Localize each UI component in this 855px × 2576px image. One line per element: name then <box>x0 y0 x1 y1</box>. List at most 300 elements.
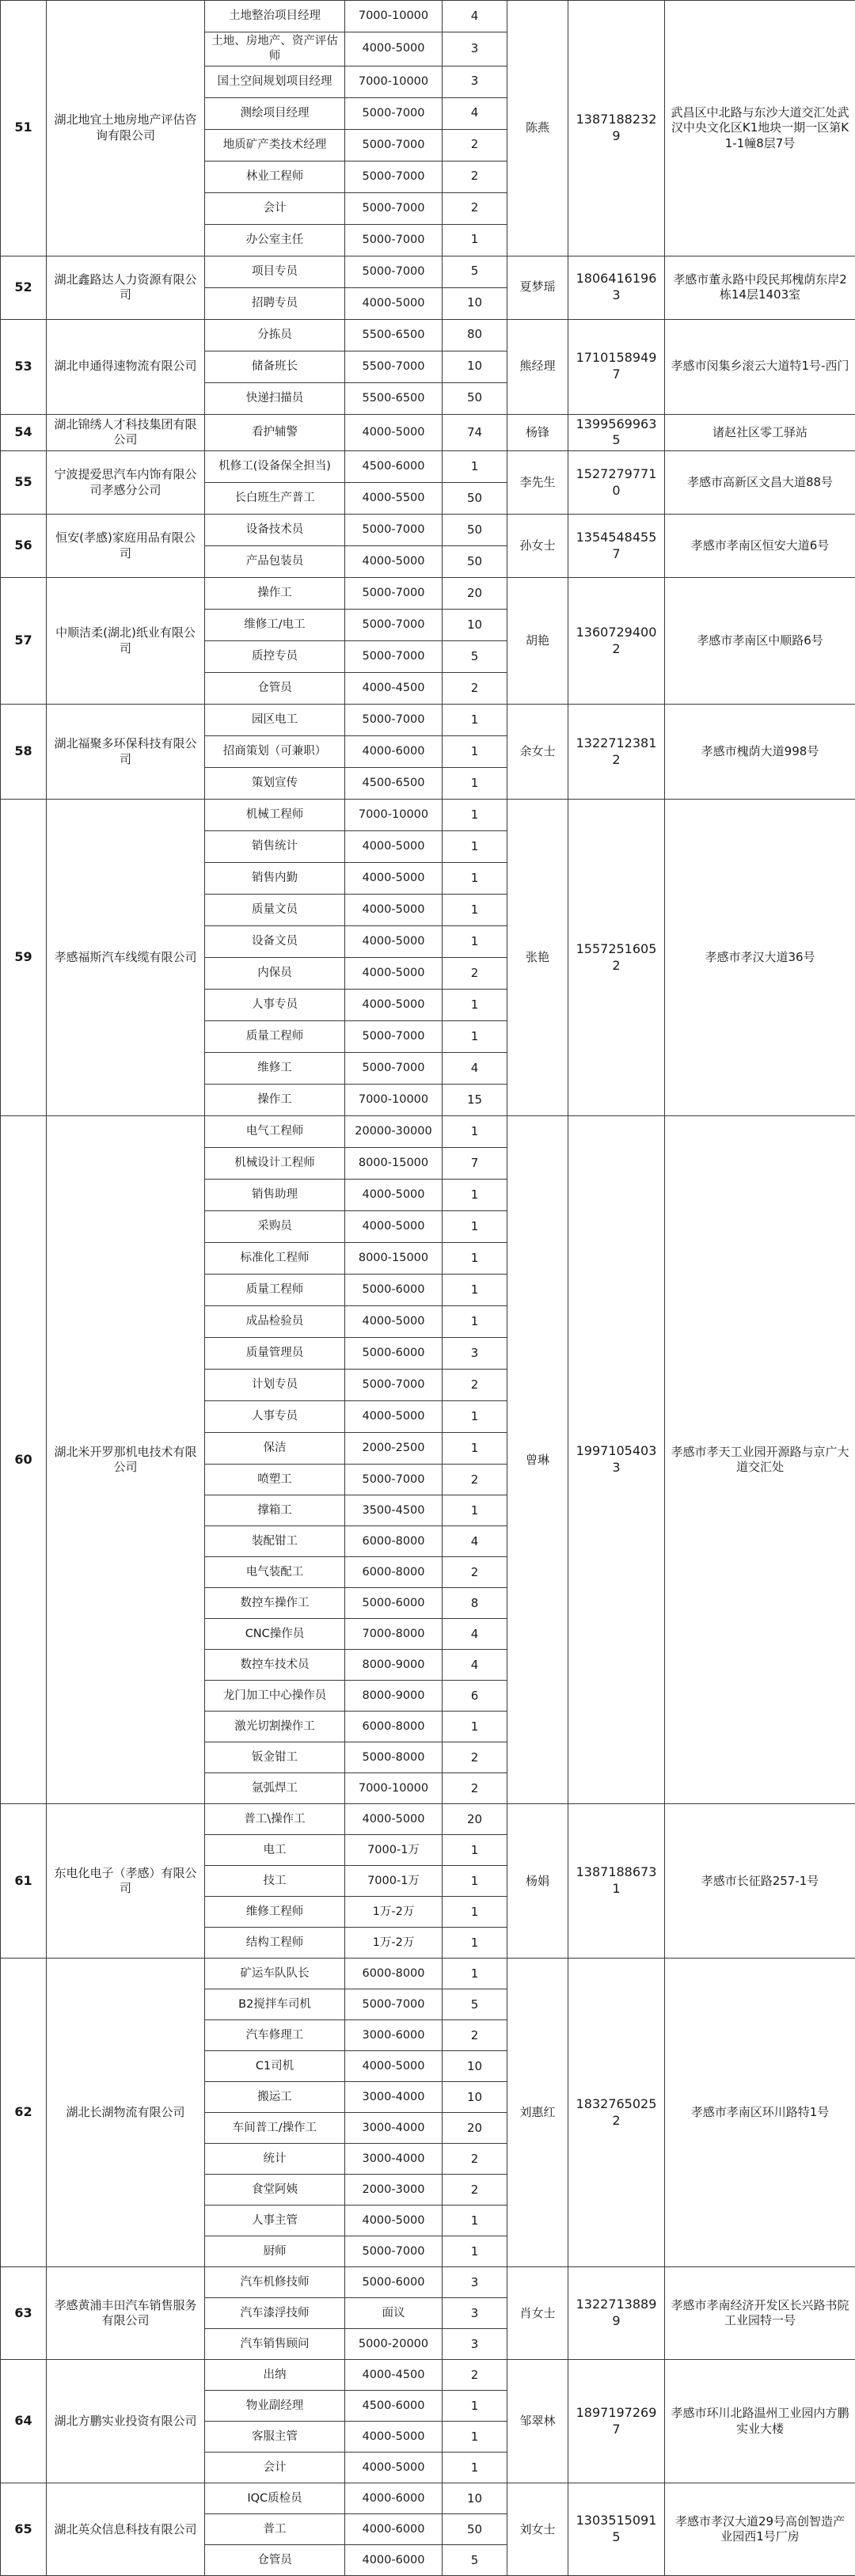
job-title: 搬运工 <box>205 2082 345 2113</box>
job-title: 人事专员 <box>205 1401 345 1433</box>
job-salary: 4500-6000 <box>345 2391 443 2422</box>
job-headcount: 1 <box>443 1401 507 1433</box>
table-row <box>1 1959 855 1989</box>
company-address: 诸赵社区零工驿站 <box>665 414 855 451</box>
job-headcount: 2 <box>443 1557 507 1588</box>
table-row <box>1 414 855 451</box>
table-row <box>1 1116 855 1148</box>
company-name: 孝感黄浦丰田汽车销售服务有限公司 <box>47 2267 205 2360</box>
job-headcount: 10 <box>443 2051 507 2082</box>
job-title: 招聘专员 <box>205 287 345 319</box>
job-salary: 5000-20000 <box>345 2329 443 2360</box>
job-headcount: 2 <box>443 161 507 192</box>
job-salary: 5500-6500 <box>345 382 443 414</box>
company-address: 孝感市环川北路温州工业园内方鹏实业大楼 <box>665 2360 855 2483</box>
job-headcount: 8 <box>443 1588 507 1619</box>
job-salary: 5000-7000 <box>345 1370 443 1401</box>
job-headcount: 10 <box>443 2483 507 2514</box>
job-title: C1司机 <box>205 2051 345 2082</box>
job-headcount: 50 <box>443 2514 507 2545</box>
job-salary: 4000-6000 <box>345 2545 443 2576</box>
contact-phone: 13227123812 <box>568 705 665 800</box>
job-salary: 7000-10000 <box>345 66 443 97</box>
job-headcount: 1 <box>443 895 507 926</box>
company-number: 59 <box>1 800 47 1116</box>
job-headcount: 74 <box>443 414 507 451</box>
job-salary: 5000-6000 <box>345 2267 443 2298</box>
company-address: 孝感市长征路257-1号 <box>665 1804 855 1959</box>
job-salary: 7000-10000 <box>345 1085 443 1116</box>
job-headcount: 1 <box>443 1495 507 1526</box>
job-headcount: 2 <box>443 1773 507 1804</box>
job-headcount: 2 <box>443 2020 507 2051</box>
job-salary: 4000-5000 <box>345 1180 443 1211</box>
job-salary: 7000-1万 <box>345 1835 443 1866</box>
job-salary: 4000-5000 <box>345 2453 443 2483</box>
job-salary: 4000-4500 <box>345 673 443 705</box>
job-salary: 5000-6000 <box>345 1275 443 1306</box>
job-headcount: 1 <box>443 1116 507 1148</box>
contact-phone: 13227138899 <box>568 2267 665 2360</box>
company-address: 孝感市孝天工业园开源路与京广大道交汇处 <box>665 1116 855 1804</box>
job-title: 看护辅警 <box>205 414 345 451</box>
job-headcount: 1 <box>443 1021 507 1053</box>
job-title: 策划宣传 <box>205 768 345 800</box>
job-salary: 4500-6500 <box>345 768 443 800</box>
job-salary: 8000-15000 <box>345 1243 443 1275</box>
job-salary: 8000-9000 <box>345 1650 443 1681</box>
job-salary: 1万-2万 <box>345 1928 443 1959</box>
job-title: 采购员 <box>205 1211 345 1243</box>
job-title: 会计 <box>205 2453 345 2483</box>
job-headcount: 1 <box>443 926 507 958</box>
job-title: 产品包装员 <box>205 546 345 578</box>
job-headcount: 1 <box>443 1275 507 1306</box>
job-headcount: 1 <box>443 705 507 736</box>
company-address: 孝感市闵集乡滚云大道特1号-西门 <box>665 319 855 414</box>
job-title: 保洁 <box>205 1433 345 1465</box>
job-headcount: 1 <box>443 2453 507 2483</box>
job-title: 质量文员 <box>205 895 345 926</box>
job-salary: 4000-6000 <box>345 736 443 768</box>
job-headcount: 1 <box>443 2391 507 2422</box>
job-headcount: 10 <box>443 351 507 382</box>
job-headcount: 1 <box>443 2422 507 2453</box>
company-number: 64 <box>1 2360 47 2483</box>
company-number: 61 <box>1 1804 47 1959</box>
job-salary: 4000-5000 <box>345 2422 443 2453</box>
company-name: 湖北锦绣人才科技集团有限公司 <box>47 414 205 451</box>
job-title: 钣金钳工 <box>205 1742 345 1773</box>
job-salary: 6000-8000 <box>345 1526 443 1557</box>
job-salary: 4000-5000 <box>345 2206 443 2236</box>
job-headcount: 1 <box>443 1180 507 1211</box>
job-title: 质量工程师 <box>205 1275 345 1306</box>
job-headcount: 50 <box>443 382 507 414</box>
job-title: 销售助理 <box>205 1180 345 1211</box>
job-headcount: 1 <box>443 1306 507 1338</box>
job-salary: 5500-7000 <box>345 351 443 382</box>
company-name: 湖北英众信息科技有限公司 <box>47 2483 205 2576</box>
company-name: 湖北米开罗那机电技术有限公司 <box>47 1116 205 1804</box>
company-name: 湖北申通得速物流有限公司 <box>47 319 205 414</box>
company-address: 孝感市孝南经济开发区长兴路书院工业园特一号 <box>665 2267 855 2360</box>
job-headcount: 1 <box>443 2236 507 2267</box>
job-title: 标准化工程师 <box>205 1243 345 1275</box>
job-headcount: 3 <box>443 2329 507 2360</box>
job-title: 撑箱工 <box>205 1495 345 1526</box>
contact-phone: 18971972697 <box>568 2360 665 2483</box>
job-title: 质量管理员 <box>205 1338 345 1370</box>
job-salary: 5000-8000 <box>345 1742 443 1773</box>
job-salary: 4000-5000 <box>345 1306 443 1338</box>
job-title: 汽车漆浮技师 <box>205 2298 345 2329</box>
company-name: 湖北方鹏实业投资有限公司 <box>47 2360 205 2483</box>
job-headcount: 3 <box>443 66 507 97</box>
job-title: 机械设计工程师 <box>205 1148 345 1180</box>
job-title: 操作工 <box>205 578 345 610</box>
job-headcount: 1 <box>443 1712 507 1742</box>
job-salary: 4500-6000 <box>345 451 443 483</box>
table-row <box>1 319 855 351</box>
contact-person: 曾琳 <box>507 1116 568 1804</box>
company-number: 65 <box>1 2483 47 2576</box>
job-headcount: 50 <box>443 515 507 546</box>
job-headcount: 20 <box>443 578 507 610</box>
job-title: 维修工程师 <box>205 1897 345 1928</box>
company-number: 53 <box>1 319 47 414</box>
job-headcount: 2 <box>443 192 507 224</box>
job-salary: 1万-2万 <box>345 1897 443 1928</box>
job-salary: 4000-5000 <box>345 2051 443 2082</box>
job-salary: 4000-5000 <box>345 546 443 578</box>
table-row <box>1 256 855 287</box>
job-title: 人事专员 <box>205 990 345 1021</box>
company-name: 湖北地宜土地房地产评估咨询有限公司 <box>47 1 205 256</box>
job-title: 设备技术员 <box>205 515 345 546</box>
job-title: 车间普工/操作工 <box>205 2113 345 2144</box>
company-address: 孝感市孝汉大道29号高创智造产业园西1号厂房 <box>665 2483 855 2576</box>
job-headcount: 3 <box>443 2298 507 2329</box>
job-title: 仓管员 <box>205 2545 345 2576</box>
job-headcount: 2 <box>443 958 507 990</box>
job-headcount: 2 <box>443 2144 507 2175</box>
company-name: 湖北鑫路达人力资源有限公司 <box>47 256 205 319</box>
table-row <box>1 2267 855 2298</box>
job-title: B2搅拌车司机 <box>205 1989 345 2020</box>
job-headcount: 4 <box>443 1650 507 1681</box>
job-salary: 4000-5000 <box>345 990 443 1021</box>
contact-person: 李先生 <box>507 451 568 515</box>
table-row <box>1 705 855 736</box>
job-title: 招商策划（可兼职） <box>205 736 345 768</box>
job-headcount: 1 <box>443 1959 507 1989</box>
job-title: 汽车机修技师 <box>205 2267 345 2298</box>
company-address: 孝感市孝南区恒安大道6号 <box>665 515 855 578</box>
job-title: 项目专员 <box>205 256 345 287</box>
job-salary: 5000-7000 <box>345 578 443 610</box>
table-row <box>1 515 855 546</box>
job-title: 统计 <box>205 2144 345 2175</box>
table-row <box>1 2483 855 2514</box>
job-headcount: 20 <box>443 1804 507 1835</box>
job-salary: 7000-8000 <box>345 1619 443 1650</box>
contact-person: 余女士 <box>507 705 568 800</box>
job-salary: 4000-6000 <box>345 2483 443 2514</box>
contact-phone: 13871882329 <box>568 1 665 256</box>
job-salary: 5000-6000 <box>345 1588 443 1619</box>
job-salary: 2000-3000 <box>345 2175 443 2206</box>
job-salary: 5000-7000 <box>345 1053 443 1085</box>
job-title: 计划专员 <box>205 1370 345 1401</box>
job-headcount: 10 <box>443 287 507 319</box>
job-salary: 4000-5000 <box>345 1401 443 1433</box>
job-headcount: 4 <box>443 1053 507 1085</box>
table-row <box>1 1804 855 1835</box>
job-headcount: 5 <box>443 1989 507 2020</box>
table-row <box>1 1 855 32</box>
job-salary: 5000-7000 <box>345 1465 443 1495</box>
job-title: 办公室主任 <box>205 224 345 256</box>
job-salary: 20000-30000 <box>345 1116 443 1148</box>
job-title: 维修工 <box>205 1053 345 1085</box>
company-address: 孝感市孝汉大道36号 <box>665 800 855 1116</box>
job-headcount: 20 <box>443 2113 507 2144</box>
contact-person: 夏梦瑶 <box>507 256 568 319</box>
job-headcount: 1 <box>443 1243 507 1275</box>
job-headcount: 1 <box>443 1433 507 1465</box>
job-title: 电气装配工 <box>205 1557 345 1588</box>
job-headcount: 2 <box>443 1742 507 1773</box>
job-title: 销售统计 <box>205 831 345 863</box>
job-headcount: 1 <box>443 1835 507 1866</box>
job-salary: 4000-5000 <box>345 831 443 863</box>
job-salary: 4000-5000 <box>345 32 443 66</box>
job-title: 龙门加工中心操作员 <box>205 1681 345 1712</box>
job-headcount: 2 <box>443 129 507 161</box>
company-number: 62 <box>1 1959 47 2267</box>
job-salary: 5000-7000 <box>345 705 443 736</box>
contact-person: 熊经理 <box>507 319 568 414</box>
job-headcount: 1 <box>443 2206 507 2236</box>
contact-phone: 15272797710 <box>568 451 665 515</box>
job-headcount: 1 <box>443 451 507 483</box>
job-title: 装配钳工 <box>205 1526 345 1557</box>
contact-phone: 13607294002 <box>568 578 665 705</box>
job-headcount: 7 <box>443 1148 507 1180</box>
contact-phone: 13871886731 <box>568 1804 665 1959</box>
company-address: 武昌区中北路与东沙大道交汇处武汉中央文化区K1地块一期一区第K1-1幢8层7号 <box>665 1 855 256</box>
job-title: 操作工 <box>205 1085 345 1116</box>
company-address: 孝感市孝南区环川路特1号 <box>665 1959 855 2267</box>
job-title: 电气工程师 <box>205 1116 345 1148</box>
contact-person: 陈燕 <box>507 1 568 256</box>
job-salary: 5000-7000 <box>345 256 443 287</box>
job-title: 数控车操作工 <box>205 1588 345 1619</box>
company-number: 56 <box>1 515 47 578</box>
job-title: 厨师 <box>205 2236 345 2267</box>
job-salary: 7000-1万 <box>345 1866 443 1897</box>
table-row <box>1 451 855 483</box>
job-title: 汽车销售顾问 <box>205 2329 345 2360</box>
job-title: 长白班生产普工 <box>205 483 345 515</box>
job-salary: 4000-5000 <box>345 287 443 319</box>
company-number: 51 <box>1 1 47 256</box>
job-salary: 4000-5000 <box>345 1211 443 1243</box>
job-salary: 4000-4500 <box>345 2360 443 2391</box>
job-salary: 3000-4000 <box>345 2144 443 2175</box>
job-headcount: 3 <box>443 2267 507 2298</box>
job-title: 仓管员 <box>205 673 345 705</box>
job-salary: 4000-5000 <box>345 1804 443 1835</box>
contact-person: 刘惠红 <box>507 1959 568 2267</box>
job-title: 普工\操作工 <box>205 1804 345 1835</box>
company-name: 孝感福斯汽车线缆有限公司 <box>47 800 205 1116</box>
job-salary: 8000-15000 <box>345 1148 443 1180</box>
job-salary: 5000-7000 <box>345 515 443 546</box>
job-title: 人事主管 <box>205 2206 345 2236</box>
table-row <box>1 578 855 610</box>
job-title: 物业副经理 <box>205 2391 345 2422</box>
job-title: 技工 <box>205 1866 345 1897</box>
job-headcount: 50 <box>443 483 507 515</box>
job-headcount: 1 <box>443 1928 507 1959</box>
company-number: 58 <box>1 705 47 800</box>
job-salary: 4000-5500 <box>345 483 443 515</box>
job-headcount: 4 <box>443 1526 507 1557</box>
job-title: 质控专员 <box>205 641 345 673</box>
table-row <box>1 2360 855 2391</box>
job-title: 设备文员 <box>205 926 345 958</box>
job-title: 会计 <box>205 192 345 224</box>
job-salary: 5500-6500 <box>345 319 443 351</box>
job-headcount: 3 <box>443 32 507 66</box>
job-title: 汽车修理工 <box>205 2020 345 2051</box>
job-title: IQC质检员 <box>205 2483 345 2514</box>
company-name: 湖北福聚多环保科技有限公司 <box>47 705 205 800</box>
contact-person: 张艳 <box>507 800 568 1116</box>
company-number: 63 <box>1 2267 47 2360</box>
job-title: 内保员 <box>205 958 345 990</box>
job-headcount: 2 <box>443 2175 507 2206</box>
job-title: 普工 <box>205 2514 345 2545</box>
contact-person: 邹翠林 <box>507 2360 568 2483</box>
contact-person: 肖女士 <box>507 2267 568 2360</box>
company-address: 孝感市董永路中段民邦槐荫东岸2栋14层1403室 <box>665 256 855 319</box>
job-headcount: 1 <box>443 831 507 863</box>
job-title: 电工 <box>205 1835 345 1866</box>
job-salary: 6000-8000 <box>345 1712 443 1742</box>
job-headcount: 4 <box>443 97 507 129</box>
job-headcount: 1 <box>443 863 507 895</box>
job-salary: 3000-6000 <box>345 2020 443 2051</box>
contact-phone: 19971054033 <box>568 1116 665 1804</box>
job-title: 园区电工 <box>205 705 345 736</box>
job-headcount: 1 <box>443 1211 507 1243</box>
company-address: 孝感市槐荫大道998号 <box>665 705 855 800</box>
job-salary: 4000-5000 <box>345 926 443 958</box>
job-headcount: 1 <box>443 736 507 768</box>
job-salary: 5000-7000 <box>345 192 443 224</box>
job-title: 销售内勤 <box>205 863 345 895</box>
job-title: 客服主管 <box>205 2422 345 2453</box>
job-title: 出纳 <box>205 2360 345 2391</box>
job-headcount: 4 <box>443 1619 507 1650</box>
contact-person: 胡艳 <box>507 578 568 705</box>
contact-phone: 13995699635 <box>568 414 665 451</box>
job-headcount: 1 <box>443 1866 507 1897</box>
contact-phone: 18327650252 <box>568 1959 665 2267</box>
job-title: 成品检验员 <box>205 1306 345 1338</box>
job-salary: 2000-2500 <box>345 1433 443 1465</box>
job-title: 激光切割操作工 <box>205 1712 345 1742</box>
job-salary: 8000-9000 <box>345 1681 443 1712</box>
job-salary: 7000-10000 <box>345 800 443 831</box>
job-salary: 6000-8000 <box>345 1959 443 1989</box>
job-salary: 6000-8000 <box>345 1557 443 1588</box>
company-address: 孝感市孝南区中顺路6号 <box>665 578 855 705</box>
company-number: 55 <box>1 451 47 515</box>
job-salary: 7000-10000 <box>345 1 443 32</box>
job-salary: 4000-5000 <box>345 958 443 990</box>
job-headcount: 10 <box>443 610 507 641</box>
job-salary: 4000-6000 <box>345 2514 443 2545</box>
job-title: 林业工程师 <box>205 161 345 192</box>
job-headcount: 1 <box>443 990 507 1021</box>
job-headcount: 5 <box>443 641 507 673</box>
job-salary: 4000-5000 <box>345 863 443 895</box>
job-title: 食堂阿姨 <box>205 2175 345 2206</box>
job-headcount: 1 <box>443 1897 507 1928</box>
job-salary: 5000-7000 <box>345 161 443 192</box>
company-number: 54 <box>1 414 47 451</box>
job-salary: 5000-7000 <box>345 1021 443 1053</box>
job-headcount: 2 <box>443 1465 507 1495</box>
company-name: 湖北长湖物流有限公司 <box>47 1959 205 2267</box>
company-name: 恒安(孝感)家庭用品有限公司 <box>47 515 205 578</box>
job-salary: 5000-7000 <box>345 97 443 129</box>
job-title: 地质矿产类技术经理 <box>205 129 345 161</box>
job-headcount: 1 <box>443 768 507 800</box>
job-title: 喷塑工 <box>205 1465 345 1495</box>
company-address: 孝感市高新区文昌大道88号 <box>665 451 855 515</box>
job-headcount: 5 <box>443 256 507 287</box>
job-salary: 5000-7000 <box>345 2236 443 2267</box>
company-name: 宁波提爱思汽车内饰有限公司孝感分公司 <box>47 451 205 515</box>
job-headcount: 80 <box>443 319 507 351</box>
job-headcount: 15 <box>443 1085 507 1116</box>
company-name: 东电化电子（孝感）有限公司 <box>47 1804 205 1959</box>
job-title: 快递扫描员 <box>205 382 345 414</box>
job-title: 矿运车队队长 <box>205 1959 345 1989</box>
job-salary: 面议 <box>345 2298 443 2329</box>
job-salary: 3000-4000 <box>345 2082 443 2113</box>
contact-phone: 15572516052 <box>568 800 665 1116</box>
job-title: 土地、房地产、资产评估师 <box>205 32 345 66</box>
job-title: 机械工程师 <box>205 800 345 831</box>
job-title: 测绘项目经理 <box>205 97 345 129</box>
contact-person: 杨锋 <box>507 414 568 451</box>
job-headcount: 5 <box>443 2545 507 2576</box>
job-headcount: 2 <box>443 2360 507 2391</box>
job-headcount: 10 <box>443 2082 507 2113</box>
job-headcount: 3 <box>443 1338 507 1370</box>
job-title: 储备班长 <box>205 351 345 382</box>
company-name: 中顺洁柔(湖北)纸业有限公司 <box>47 578 205 705</box>
company-number: 60 <box>1 1116 47 1804</box>
job-salary: 4000-5000 <box>345 414 443 451</box>
contact-phone: 13545484557 <box>568 515 665 578</box>
